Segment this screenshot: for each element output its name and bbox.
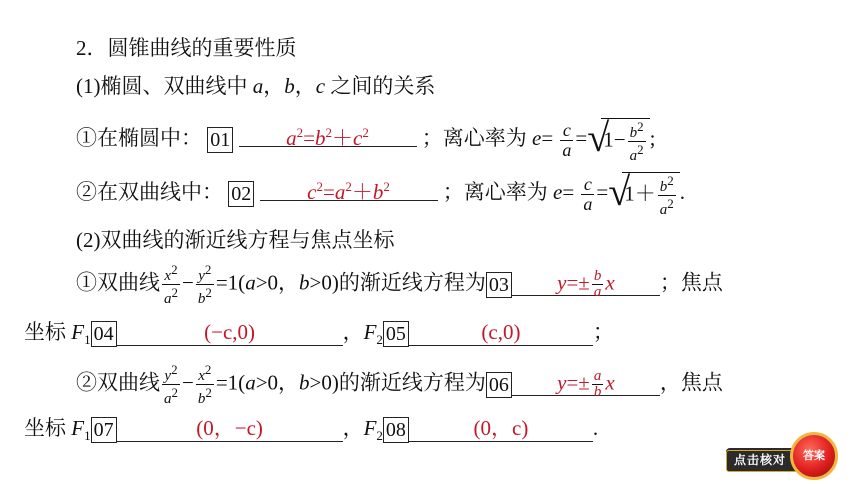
answer-box-02[interactable]: 02 bbox=[228, 181, 254, 207]
question2-prefix: ②双曲线 bbox=[76, 370, 160, 395]
answer-box-01[interactable]: 01 bbox=[207, 127, 233, 153]
hyperbola-prefix: ②在双曲线中： bbox=[76, 179, 223, 204]
y2-over-b2: $\frac{y^2}{b^2}$ bbox=[197, 262, 212, 307]
hyperbola-answer: $c^2=a^2+b^2$ bbox=[260, 174, 438, 201]
answer-badge-label: 答案 bbox=[803, 449, 825, 462]
question1-prefix: ①双曲线 bbox=[76, 270, 160, 295]
x2-over-b2: $\frac{x^2}{b^2}$ bbox=[197, 362, 212, 407]
ellipse-eccentricity-fraction: $\frac{c}{a}$ bbox=[562, 119, 572, 160]
question2-foci-row: 坐标 $F_1$ 07 (0，−c) ，$F_2$ 08 (0，c) . bbox=[24, 416, 599, 444]
question1-foci-row: 坐标 $F_1$ 04 (−c,0) ，$F_2$ 05 (c,0) ； bbox=[24, 320, 614, 348]
answer-box-07[interactable]: 07 bbox=[91, 417, 117, 443]
part1-title: (1)椭圆、双曲线中 a，b，c 之间的关系 bbox=[76, 74, 436, 98]
focus1-answer-2: (0，−c) bbox=[117, 415, 343, 442]
answer-badge-button[interactable] bbox=[790, 432, 838, 480]
ellipse-prefix: ①在椭圆中： bbox=[76, 125, 202, 150]
x2-over-a2: $\frac{x^2}{a^2}$ bbox=[164, 262, 178, 307]
ellipse-sqrt: √ 1− $\frac{b^2}{a^2}$ bbox=[587, 116, 649, 164]
focus2-answer-1: (c,0) bbox=[409, 319, 593, 346]
hyperbola-sqrt: √ 1＋ $\frac{b^2}{a^2}$ bbox=[608, 170, 680, 218]
ellipse-answer: $a^2=b^2+c^2$ bbox=[239, 120, 417, 147]
part2-title: (2)双曲线的渐近线方程与焦点坐标 bbox=[76, 228, 395, 252]
hyperbola-eccentricity-fraction: $\frac{c}{a}$ bbox=[583, 173, 593, 214]
ellipse-row: ①在椭圆中： 01 $a^2=b^2+c^2$ ；离心率为 e= $\frac{c}{a}$ = √ 1− $\frac{b^2}{a^2}$ ; bbox=[76, 115, 656, 164]
asymptote-answer-2: y=± $\frac{a}{b}$ x bbox=[512, 369, 660, 396]
question1-end: ；焦点 bbox=[659, 270, 723, 295]
hyperbola-row: ②在双曲线中： 02 $c^2=a^2+b^2$ ；离心率为 e= $\frac{c}{a}$ = √ 1＋ $\frac{b^2}{a^2}$ . bbox=[76, 169, 686, 218]
question2-close: . bbox=[592, 416, 599, 440]
section-heading: 2．圆锥曲线的重要性质 bbox=[76, 36, 297, 60]
answer-box-03[interactable]: 03 bbox=[486, 272, 512, 298]
answer-box-05[interactable]: 05 bbox=[383, 321, 409, 347]
answer-box-04[interactable]: 04 bbox=[91, 321, 117, 347]
check-answer-label: 点击核对 bbox=[734, 453, 787, 467]
answer-box-08[interactable]: 08 bbox=[383, 417, 409, 443]
question2-end: ，焦点 bbox=[659, 370, 723, 395]
question1-close: ； bbox=[592, 320, 614, 344]
focus2-answer-2: (0，c) bbox=[409, 415, 593, 442]
y2-over-a2: $\frac{y^2}{a^2}$ bbox=[164, 362, 178, 407]
focus1-answer-1: (−c,0) bbox=[117, 319, 343, 346]
question2-row: ②双曲线 $\frac{y^2}{a^2}$ − $\frac{x^2}{b^2}$ =1(a>0，b>0)的渐近线方程为 06 y=± $\frac{a}{b}$ x ，焦点 bbox=[76, 362, 723, 407]
question1-row: ①双曲线 $\frac{x^2}{a^2}$ − $\frac{y^2}{b^2}$ =1(a>0，b>0)的渐近线方程为 03 y=± $\frac{b}{a}$ x ；焦点 bbox=[76, 262, 723, 307]
asymptote-answer-1: y=± $\frac{b}{a}$ x bbox=[512, 269, 660, 296]
answer-box-06[interactable]: 06 bbox=[486, 372, 512, 398]
